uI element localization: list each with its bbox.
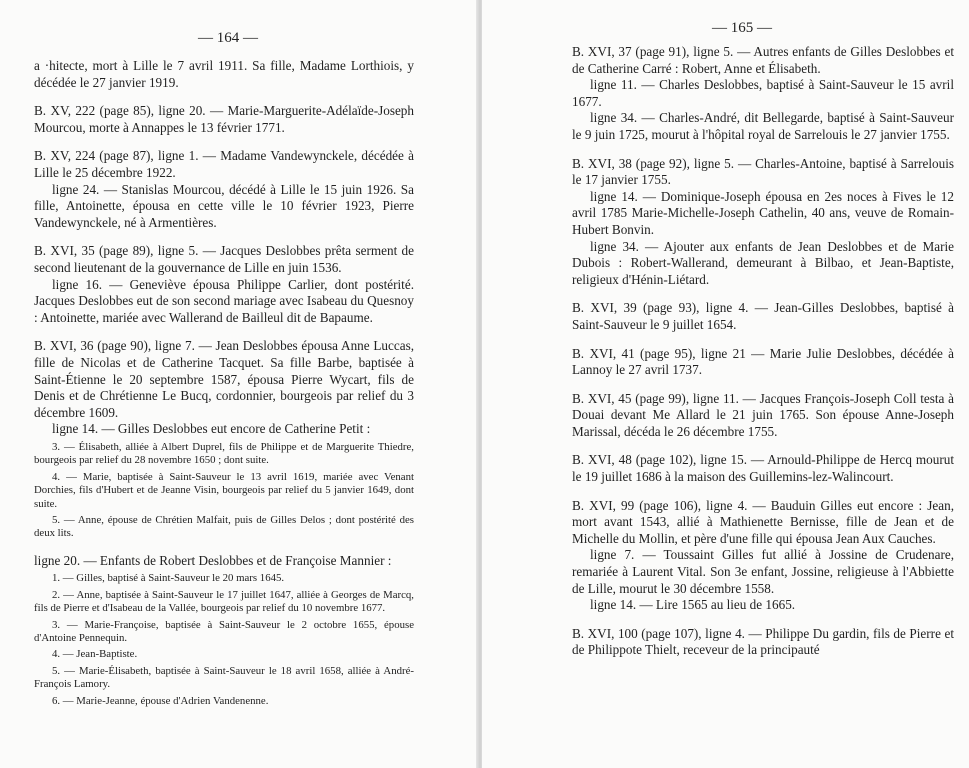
entry: B. XVI, 39 (page 93), ligne 4. — Jean-Gilles Deslobbes, baptisé à Saint-Sauveur le 9 juillet 1654.	[572, 300, 954, 332]
entry: ligne 14. — Gilles Deslobbes eut encore de Catherine Petit :	[52, 421, 371, 437]
entry: ligne 24. — Stanislas Mourcou, décédé à Lille le 15 juin 1926. Sa fille, Antoinette, épousa en cette ville le 10 février 1923, Pierre Vandewynckele, né à Armentières.	[34, 181, 414, 230]
left-page-number: — 164 —	[198, 30, 258, 46]
entry: ligne 34. — Ajouter aux enfants de Jean Deslobbes et de Marie Dubois : Robert-Wallerand, demeurant à Bilbao, et Jean-Baptiste, religieux d'Hénin-Liétard.	[572, 238, 954, 287]
entry: B. XVI, 37 (page 91), ligne 5. — Autres enfants de Gilles Deslobbes et de Catherine Carré : Robert, Anne et Élisabeth.	[572, 44, 954, 76]
entry: B. XVI, 100 (page 107), ligne 4. — Philippe Du gardin, fils de Pierre et de Philippote Thielt, receveur de la principauté	[572, 625, 954, 658]
entry: B. XVI, 35 (page 89), ligne 5. — Jacques Deslobbes prêta serment de second lieutenant de la gouvernance de Lille en juin 1536.	[34, 243, 414, 275]
entry: B. XVI, 38 (page 92), ligne 5. — Charles-Antoine, baptisé à Sarrelouis le 17 janvier 1755.	[572, 155, 954, 188]
entry: 4. — Jean-Baptiste.	[52, 648, 138, 661]
entry: B. XVI, 45 (page 99), ligne 11. — Jacques François-Joseph Coll testa à Douai devant Me Allard le 21 juin 1765. Son épouse Anne-Joseph Marissal, décéda le 26 décembre 1755.	[572, 390, 954, 439]
right-page	[482, 0, 969, 768]
right-page-body	[572, 44, 954, 659]
entry: B. XVI, 41 (page 95), ligne 21 — Marie Julie Deslobbes, décédée à Lannoy le 27 avril 1737.	[572, 345, 954, 378]
entry: 2. — Anne, baptisée à Saint-Sauveur le 17 juillet 1647, alliée à Georges de Marcq, fils de Pierre et d'Isabeau de la Vallée, bourgeois par relief du 10 novembre 1677.	[34, 588, 414, 615]
entry: 5. — Marie-Élisabeth, baptisée à Saint-Sauveur le 18 avril 1658, alliée à André-François Lamory.	[34, 664, 414, 691]
entry: ligne 11. — Charles Deslobbes, baptisé à Saint-Sauveur le 15 avril 1677.	[572, 77, 954, 109]
entry: ligne 16. — Geneviève épousa Philippe Carlier, dont postérité. Jacques Deslobbes eut de son second mariage avec Isabeau du Quesnoy : Antoinette, mariée avec Wallerand de Bailleul dit de Bapaume.	[34, 276, 414, 325]
left-page-body	[34, 58, 414, 708]
entry: a ·hitecte, mort à Lille le 7 avril 1911. Sa fille, Madame Lorthiois, y décédée le 27 janvier 1919.	[34, 58, 414, 90]
right-page-number: — 165 —	[712, 20, 772, 36]
entry: ligne 14. — Dominique-Joseph épousa en 2es noces à Fives le 12 avril 1785 Marie-Michelle-Joseph Cathelin, 40 ans, veuve de Romain-Hubert Bonvin.	[572, 188, 954, 237]
entry: ligne 34. — Charles-André, dit Bellegarde, baptisé à Saint-Sauveur le 9 juin 1725, mourut à l'hôpital royal de Sarrelouis le 27 janvier 1755.	[572, 110, 954, 142]
entry: 1. — Gilles, baptisé à Saint-Sauveur le 20 mars 1645.	[52, 572, 285, 585]
entry: B. XVI, 36 (page 90), ligne 7. — Jean Deslobbes épousa Anne Luccas, fille de Nicolas et de Catherine Tacquet. Sa fille Barbe, baptisée à Saint-Étienne le 20 septembre 1587, épousa Pierre Wycart, fils de Denis et de Chrétienne Le Bucq, cordonnier, bourgeois par relief du 3 décembre 1609.	[34, 338, 414, 420]
left-page	[0, 0, 478, 768]
entry: B. XV, 224 (page 87), ligne 1. — Madame Vandewynckele, décédée à Lille le 25 décembre 1922.	[34, 148, 414, 180]
entry: 4. — Marie, baptisée à Saint-Sauveur le 13 avril 1619, mariée avec Venant Dorchies, fils d'Hubert et de Jeanne Visin, bourgeois par relief du 5 janvier 1649, dont suite.	[34, 470, 414, 510]
entry: 5. — Anne, épouse de Chrétien Malfait, puis de Gilles Delos ; dont postérité des deux lits.	[34, 513, 414, 540]
entry: B. XVI, 48 (page 102), ligne 15. — Arnould-Philippe de Hercq mourut le 19 juillet 1686 à la maison des Guillemins-lez-Walincourt.	[572, 452, 954, 485]
entry: 3. — Marie-Françoise, baptisée à Saint-Sauveur le 2 octobre 1655, épouse d'Antoine Pennequin.	[34, 618, 414, 644]
entry: B. XVI, 99 (page 106), ligne 4. — Bauduin Gilles eut encore : Jean, mort avant 1543, allié à Mathienette Bernisse, fille de Jean et de Michelle du Mollin, et père d'une fille qui épousa Jean Aux Cauches.	[572, 497, 954, 546]
entry: ligne 20. — Enfants de Robert Deslobbes et de Françoise Mannier :	[34, 552, 392, 568]
entry: 6. — Marie-Jeanne, épouse d'Adrien Vandenenne.	[52, 694, 269, 707]
entry: 3. — Élisabeth, alliée à Albert Duprel, fils de Philippe et de Marguerite Thiedre, bourgeois par relief du 28 novembre 1650 ; dont suite.	[34, 440, 414, 467]
entry: ligne 14. — Lire 1565 au lieu de 1665.	[590, 597, 796, 613]
entry: ligne 7. — Toussaint Gilles fut allié à Jossine de Crudenare, remariée à Laurent Vital. Son 3e enfant, Jossine, religieuse à l'Abbiette de Lille, mourut le 30 décembre 1558.	[572, 547, 954, 596]
entry: B. XV, 222 (page 85), ligne 20. — Marie-Marguerite-Adélaïde-Joseph Mourcou, morte à Annappes le 13 février 1771.	[34, 103, 414, 135]
